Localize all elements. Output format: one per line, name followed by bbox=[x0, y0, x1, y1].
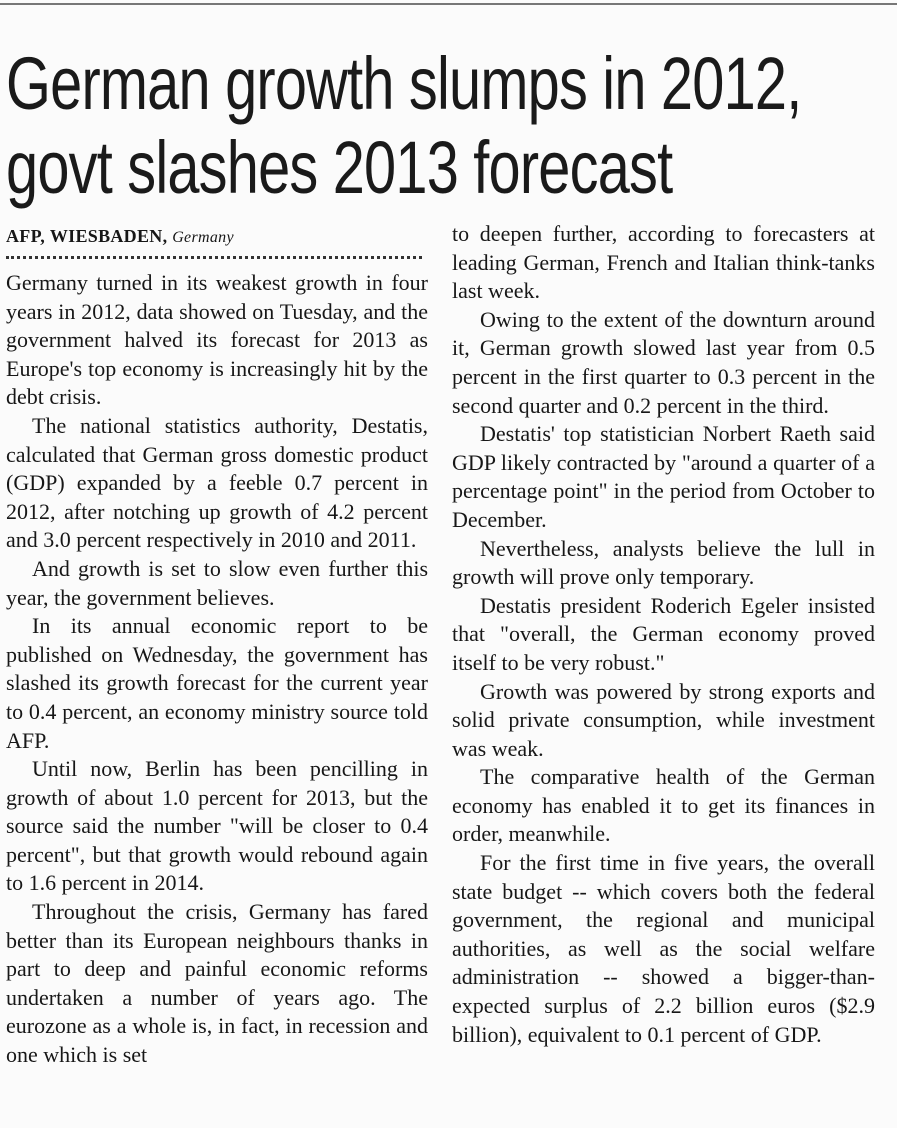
headline-line-2: govt slashes 2013 forecast bbox=[6, 126, 673, 209]
top-rule bbox=[0, 3, 897, 5]
paragraph: Owing to the extent of the downturn around it, German growth slowed last year from 0.5 percent in the first quarter to 0.3 percent in the second quarter and 0.2 percent in the third. bbox=[452, 306, 875, 418]
paragraph: Growth was powered by strong exports and solid private consumption, while investment was weak. bbox=[452, 678, 875, 761]
dateline bbox=[6, 224, 428, 250]
paragraph: For the first time in five years, the overall state budget -- which covers both the federal government, the regional and municipal authorities, as well as the social welfare administration -- showed a bigger-than-expected surplus of 2.2 billion euros ($2.9 billion), equivalent to 0.1 percent of GDP. bbox=[452, 850, 875, 1047]
paragraph: Throughout the crisis, Germany has fared better than its European neighbours thanks in part to deep and painful economic reforms undertaken a number of years ago. The eurozone as a whole is, in fact, in recession and one which is set bbox=[6, 899, 428, 1068]
paragraph: Destatis' top statistician Norbert Raeth said GDP likely contracted by "around a quarter of a percentage point" in the period from October to December. bbox=[452, 421, 875, 532]
paragraph: And growth is set to slow even further this year, the government believes. bbox=[6, 555, 428, 610]
paragraph-continuation: to deepen further, according to forecasters at leading German, French and Italian think-tanks last week. bbox=[452, 221, 875, 304]
paragraph: The comparative health of the German economy has enabled it to get its finances in order, meanwhile. bbox=[452, 764, 875, 847]
right-column bbox=[452, 220, 875, 1049]
dateline-country: Germany bbox=[172, 229, 234, 246]
headline-line-1: German growth slumps in 2012, bbox=[6, 42, 802, 125]
dateline-place: WIESBADEN, bbox=[49, 226, 168, 246]
left-column bbox=[6, 224, 428, 1070]
dateline-agency: AFP, bbox=[6, 226, 46, 246]
paragraph: Until now, Berlin has been pencilling in growth of about 1.0 percent for 2013, but the source said the number "will be closer to 0.4 percent", but that growth would rebound again to 1.6 percent in 2014. bbox=[6, 756, 428, 896]
paragraph: Germany turned in its weakest growth in four years in 2012, data showed on Tuesday, and the government halved its forecast for 2013 as Europe's top economy is increasingly hit by the debt crisis. bbox=[6, 270, 428, 410]
paragraph: Destatis president Roderich Egeler insisted that "overall, the German economy proved itself to be very robust." bbox=[452, 592, 875, 675]
paragraph: Nevertheless, analysts believe the lull in growth will prove only temporary. bbox=[452, 535, 875, 590]
paragraph: In its annual economic report to be published on Wednesday, the government has slashed its growth forecast for the current year to 0.4 percent, an economy ministry source told AFP. bbox=[6, 613, 428, 753]
dotted-divider bbox=[6, 256, 422, 259]
paragraph: The national statistics authority, Destatis, calculated that German gross domestic product (GDP) expanded by a feeble 0.7 percent in 2012, after notching up growth of 4.2 percent and 3.0 percent respectively in 2010 and 2011. bbox=[6, 412, 428, 553]
headline bbox=[6, 42, 802, 210]
